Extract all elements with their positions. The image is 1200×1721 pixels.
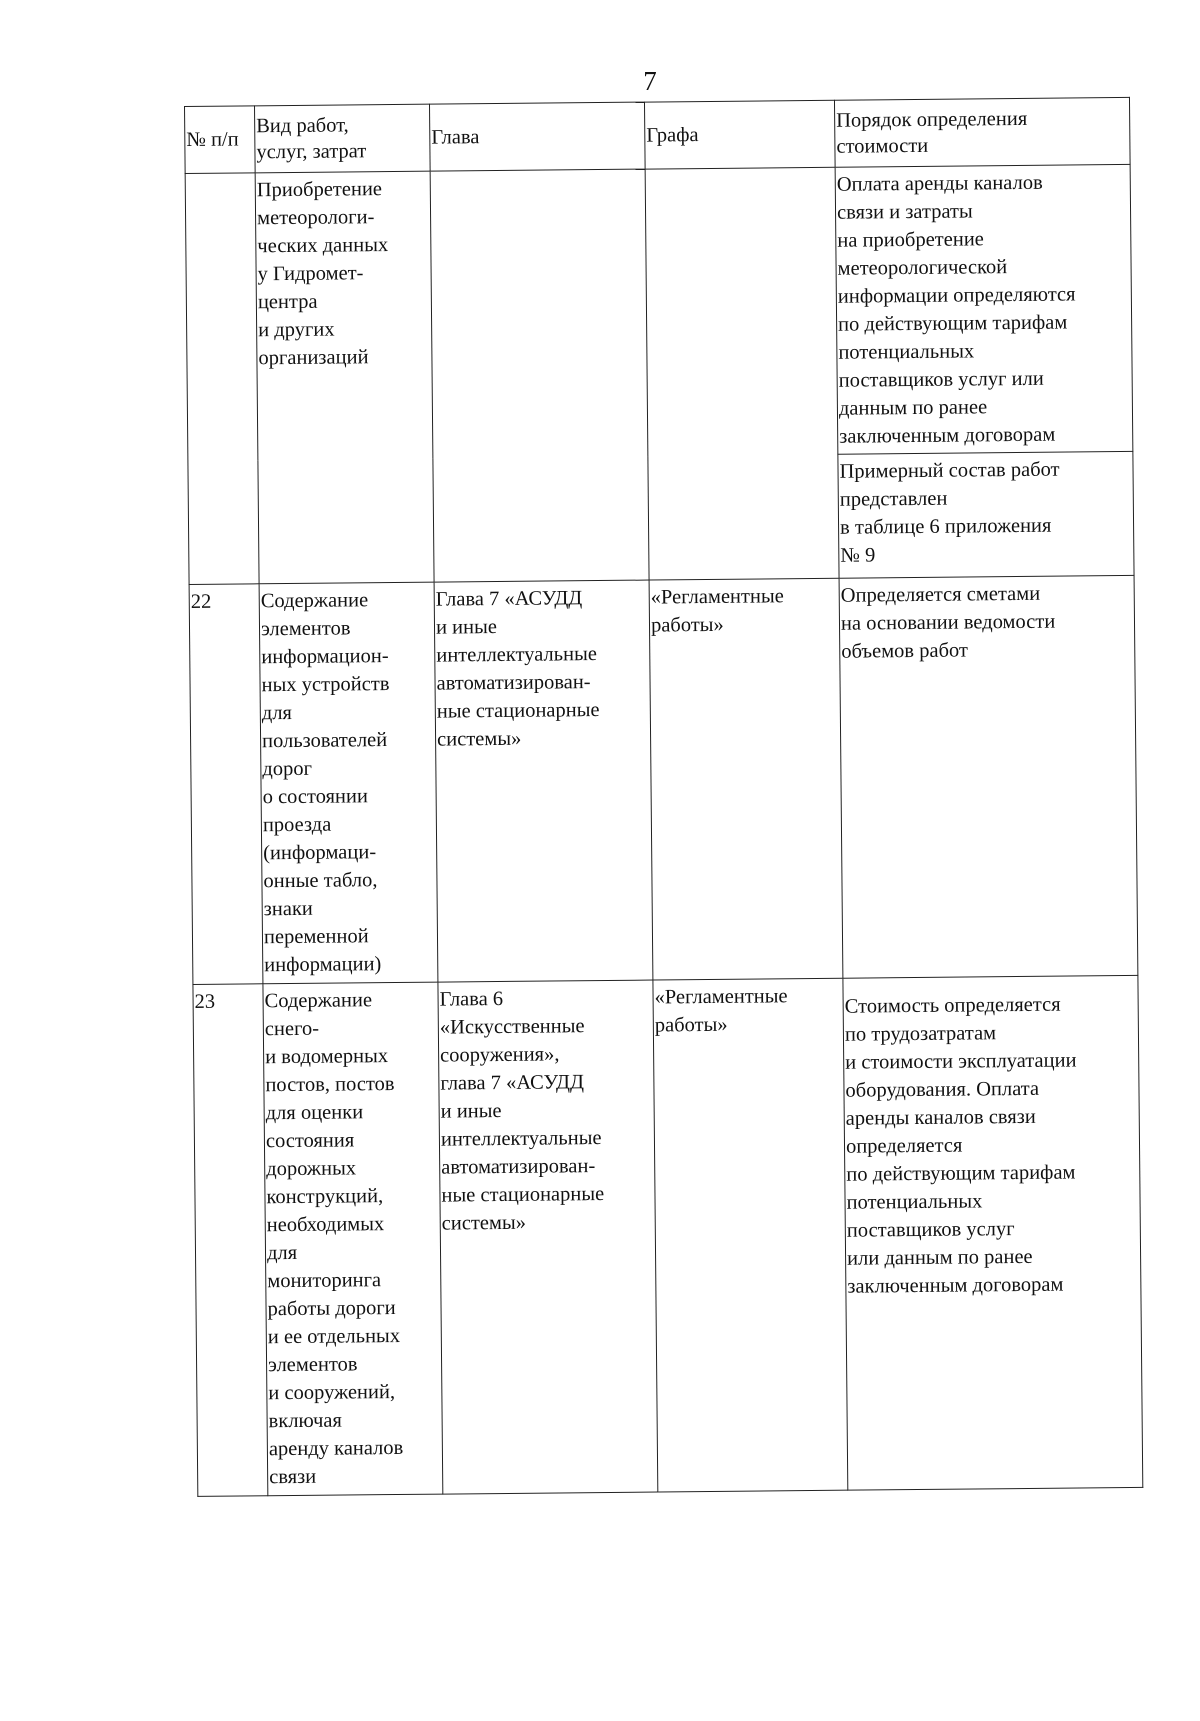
text-line: по трудозатратам xyxy=(844,1022,997,1046)
text-line: метеорологи- xyxy=(256,206,375,230)
text-line: дорожных xyxy=(266,1157,357,1181)
text-line: работы дороги xyxy=(267,1297,396,1321)
text-line: информацион- xyxy=(261,645,389,669)
text-line: поставщиков услуг или xyxy=(838,367,1044,392)
text-line: на основании ведомости xyxy=(840,610,1056,635)
text-line: или данным по ранее xyxy=(846,1245,1033,1270)
cell-column xyxy=(653,978,848,1492)
text-line: системы» xyxy=(436,727,522,751)
header-work-type xyxy=(255,104,431,173)
cell-cost-order xyxy=(839,575,1138,978)
text-line: организаций xyxy=(258,346,369,370)
text-line: аренду каналов xyxy=(268,1436,404,1461)
text-line: мониторинга xyxy=(267,1269,382,1293)
text-line: и сооружений, xyxy=(268,1381,396,1405)
text-line: заключенным договорам xyxy=(847,1273,1064,1298)
text-line: системы» xyxy=(441,1211,527,1235)
text-line: данным по ранее xyxy=(838,396,988,420)
text-line: на приобретение xyxy=(837,228,984,252)
cell-cost-order xyxy=(843,975,1143,1490)
text-line: переменной xyxy=(263,925,369,949)
text-line: Стоимость определяется xyxy=(844,993,1061,1018)
text-line: Глава 6 xyxy=(439,987,504,1011)
text-line: № 9 xyxy=(840,544,876,567)
cell-cost-order xyxy=(835,164,1133,454)
text-line: для оценки xyxy=(265,1101,364,1125)
table-header-row xyxy=(185,97,1131,173)
text-line: постов, постов xyxy=(265,1073,395,1097)
text-line: снего- xyxy=(264,1017,320,1041)
text-line: автоматизирован- xyxy=(441,1155,596,1179)
cell-column xyxy=(645,167,839,580)
text-line: заключенным договорам xyxy=(839,423,1056,448)
text-line: ные стационарные xyxy=(441,1183,605,1207)
text-line: по действующим тарифам xyxy=(846,1161,1076,1186)
text-line: Определяется сметами xyxy=(840,582,1041,607)
text-line: по действующим тарифам xyxy=(838,311,1068,336)
text-line: метеорологической xyxy=(837,256,1008,280)
header-work-type-line: услуг, затрат xyxy=(256,140,367,164)
text-line: элементов xyxy=(267,1353,358,1377)
text-line: представлен xyxy=(839,487,948,511)
text-line: работы» xyxy=(650,613,724,637)
text-line: пользователей xyxy=(261,729,388,753)
cell-num-value: 23 xyxy=(194,990,216,1013)
cell-column xyxy=(649,578,843,980)
text-line: центра xyxy=(257,290,318,314)
text-line: в таблице 6 приложения xyxy=(839,514,1052,539)
text-line: ные стационарные xyxy=(436,699,600,723)
header-cost-order-line: стоимости xyxy=(836,134,929,158)
text-line: интеллектуальные xyxy=(440,1127,602,1151)
text-line: поставщиков услуг xyxy=(846,1218,1015,1242)
cell-work-type xyxy=(263,982,443,1496)
cell-work-type xyxy=(259,582,438,984)
text-line: Содержание xyxy=(260,589,369,613)
cell-chapter xyxy=(434,580,653,982)
text-line: ческих данных xyxy=(257,234,389,258)
text-line: о состоянии xyxy=(262,785,368,809)
header-chapter xyxy=(429,102,645,171)
header-num-label: № п/п xyxy=(186,128,239,151)
header-column-label: Графа xyxy=(646,124,699,147)
header-chapter-label: Глава xyxy=(431,126,480,149)
text-line: состояния xyxy=(265,1129,355,1153)
text-line: определяется xyxy=(845,1134,963,1158)
text-line: глава 7 «АСУДД xyxy=(440,1071,585,1095)
text-line: «Регламентные xyxy=(650,585,784,609)
text-line: сооружения», xyxy=(440,1043,560,1067)
text-line: ных устройств xyxy=(261,673,390,697)
text-line: «Регламентные xyxy=(654,985,788,1009)
table-row xyxy=(185,164,1133,460)
text-line: знаки xyxy=(263,897,313,921)
text-line: у Гидромет- xyxy=(257,262,364,286)
header-column xyxy=(644,100,835,169)
text-line: интеллектуальные xyxy=(436,643,598,667)
page-number: 7 xyxy=(643,66,657,96)
text-line: и ее отдельных xyxy=(267,1324,401,1349)
cell-num xyxy=(185,173,259,585)
text-line: связи xyxy=(269,1465,317,1489)
text-line: автоматизирован- xyxy=(436,671,591,695)
text-line: проезда xyxy=(262,813,332,837)
text-line: онные табло, xyxy=(263,869,378,893)
text-line: включая xyxy=(268,1409,342,1433)
text-line: аренды каналов связи xyxy=(845,1105,1036,1130)
header-cost-order-line: Порядок определения xyxy=(836,107,1028,132)
cell-work-type xyxy=(255,171,434,584)
text-line: и других xyxy=(258,318,335,342)
header-work-type-line: Вид работ, xyxy=(256,114,349,138)
cell-num-value: 22 xyxy=(190,590,212,613)
header-num xyxy=(185,106,256,174)
text-line: связи и затраты xyxy=(836,200,973,224)
text-line: и иные xyxy=(435,616,498,639)
table-row xyxy=(193,975,1143,1496)
text-line: элементов xyxy=(260,617,351,641)
text-line: потенциальных xyxy=(838,340,975,364)
text-line: конструкций, xyxy=(266,1185,384,1209)
cell-num xyxy=(193,984,268,1497)
text-line: Глава 7 «АСУДД xyxy=(435,587,583,611)
text-line: и стоимости эксплуатации xyxy=(845,1049,1077,1074)
text-line: работы» xyxy=(654,1013,728,1037)
text-line: информации) xyxy=(264,953,382,977)
text-line: и иные xyxy=(440,1099,502,1123)
text-line: потенциальных xyxy=(846,1190,983,1214)
text-line: Приобретение xyxy=(256,178,383,202)
text-line: объемов работ xyxy=(841,639,968,663)
text-line: «Искусственные xyxy=(439,1015,585,1039)
cell-cost-order xyxy=(838,451,1134,578)
text-line: оборудования. Оплата xyxy=(845,1077,1040,1102)
text-line: для xyxy=(261,701,293,725)
cell-num xyxy=(189,584,263,985)
text-line: Примерный состав работ xyxy=(839,458,1060,483)
cell-chapter xyxy=(430,169,649,582)
text-line: для xyxy=(266,1241,298,1265)
text-line: Содержание xyxy=(264,989,373,1013)
text-line: (информаци- xyxy=(263,841,377,865)
text-line: информации определяются xyxy=(837,283,1076,308)
text-line: необходимых xyxy=(266,1213,385,1237)
text-line: Оплата аренды каналов xyxy=(836,171,1043,196)
table-row xyxy=(189,575,1138,984)
cell-chapter xyxy=(438,980,658,1494)
text-line: и водомерных xyxy=(265,1045,389,1069)
cost-table xyxy=(184,97,1143,1497)
header-cost-order xyxy=(834,97,1130,167)
text-line: дорог xyxy=(262,757,313,781)
